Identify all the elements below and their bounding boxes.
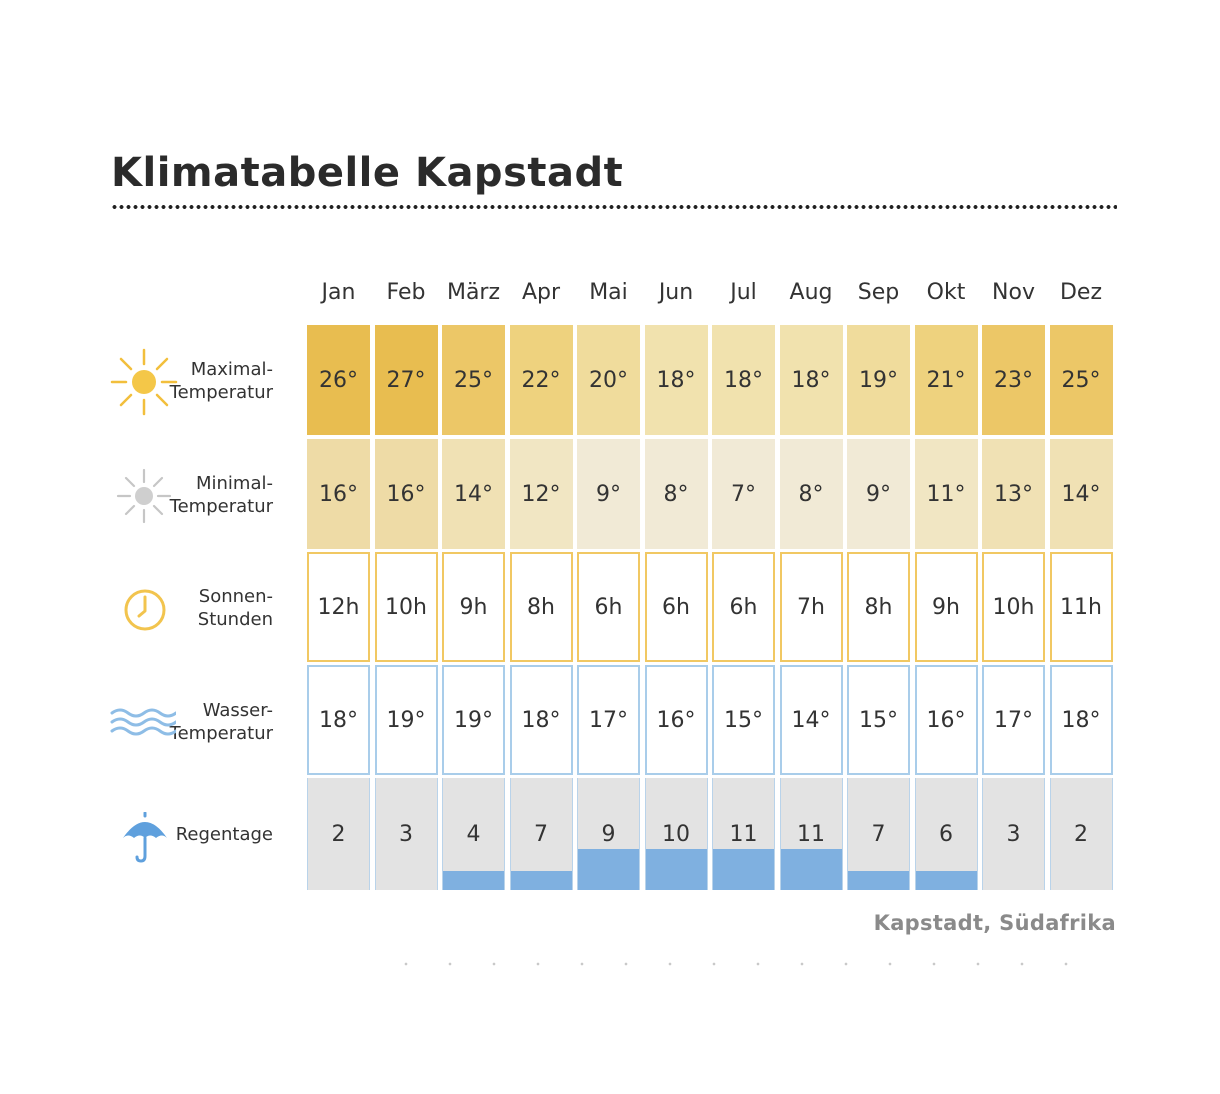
sun-cell [712, 552, 775, 662]
rain-cell [510, 778, 573, 890]
water-value: 14° [791, 707, 831, 733]
max-cell [847, 325, 910, 435]
rain-cell [442, 778, 505, 890]
rain-bar [443, 871, 504, 890]
month-label: Aug [789, 280, 833, 305]
rain-value: 11 [797, 821, 825, 847]
rain-value: 7 [871, 821, 886, 847]
month-label: Jun [658, 280, 694, 305]
water-cell [847, 665, 910, 775]
water-value: 15° [724, 707, 763, 733]
water-value: 18° [521, 707, 561, 733]
row-label-min: Minimal- Temperatur [169, 473, 273, 517]
min-cell [712, 439, 775, 549]
sun-value: 6h [729, 594, 758, 620]
water-cell [375, 665, 438, 775]
min-value: 7° [731, 481, 756, 507]
cut-off-text-line [384, 960, 1094, 968]
rain-value: 2 [1074, 821, 1088, 847]
max-cell [915, 325, 978, 435]
month-label: Okt [926, 280, 966, 305]
month-label: März [446, 280, 501, 305]
sun-value: 9h [459, 594, 488, 620]
sun-icon [110, 348, 178, 416]
sun-value: 8h [527, 594, 555, 620]
rain-cell [375, 778, 438, 890]
max-cell [712, 325, 775, 435]
min-value: 16° [319, 481, 358, 507]
max-cell [442, 325, 505, 435]
water-cell [982, 665, 1045, 775]
max-cell [780, 325, 843, 435]
row-label-max: Maximal- Temperatur [169, 359, 273, 403]
min-cell [577, 439, 640, 549]
water-value: 16° [656, 707, 696, 733]
max-value: 21° [926, 367, 966, 393]
water-cell [577, 665, 640, 775]
water-value: 15° [859, 707, 898, 733]
rain-bar [713, 849, 774, 890]
max-cell [307, 325, 370, 435]
rain-value: 4 [466, 821, 481, 847]
sun-cell [780, 552, 843, 662]
min-value: 12° [521, 481, 561, 507]
rain-value: 2 [331, 821, 346, 847]
pale-sun-icon [116, 468, 172, 524]
water-cell [307, 665, 370, 775]
sun-value: 8h [864, 594, 893, 620]
sun-value: 6h [594, 594, 623, 620]
max-value: 25° [454, 367, 493, 393]
rain-cell [1050, 778, 1113, 890]
rain-bar [916, 871, 977, 890]
min-cell [1050, 439, 1113, 549]
min-cell [645, 439, 708, 549]
water-value: 17° [994, 707, 1033, 733]
rain-cell [982, 778, 1045, 890]
sun-cell [1050, 552, 1113, 662]
water-cell [442, 665, 505, 775]
max-cell [982, 325, 1045, 435]
rain-cell [712, 778, 775, 890]
water-value: 19° [386, 707, 426, 733]
umbrella-icon [120, 812, 170, 864]
min-value: 14° [454, 481, 493, 507]
rain-bar [511, 871, 572, 890]
max-value: 25° [1061, 367, 1101, 393]
month-label: Dez [1059, 280, 1103, 305]
month-label: Sep [857, 280, 900, 305]
sun-value: 6h [662, 594, 690, 620]
sun-value: 10h [992, 594, 1035, 620]
min-cell [442, 439, 505, 549]
rain-bar [578, 849, 639, 890]
rain-value: 3 [1006, 821, 1021, 847]
sun-cell [577, 552, 640, 662]
rain-value: 10 [662, 821, 690, 847]
dotted-divider [111, 204, 1117, 210]
sun-cell [375, 552, 438, 662]
min-cell [780, 439, 843, 549]
max-cell [577, 325, 640, 435]
month-label: Feb [386, 280, 426, 305]
rain-value: 11 [729, 821, 758, 847]
max-cell [645, 325, 708, 435]
rain-cell [577, 778, 640, 890]
min-cell [915, 439, 978, 549]
water-cell [712, 665, 775, 775]
sun-value: 10h [385, 594, 427, 620]
sun-value: 11h [1060, 594, 1102, 620]
max-value: 23° [994, 367, 1033, 393]
max-value: 27° [386, 367, 426, 393]
rain-bar [646, 849, 707, 890]
min-value: 9° [596, 481, 621, 507]
min-value: 16° [386, 481, 426, 507]
rain-value: 7 [534, 821, 548, 847]
min-cell [375, 439, 438, 549]
min-value: 14° [1061, 481, 1101, 507]
sun-cell [982, 552, 1045, 662]
clock-icon [123, 588, 167, 632]
rain-value: 9 [601, 821, 616, 847]
water-value: 16° [926, 707, 966, 733]
month-label: Apr [521, 280, 561, 305]
water-value: 18° [1061, 707, 1101, 733]
sun-cell [645, 552, 708, 662]
month-label: Mai [589, 280, 628, 305]
rain-value: 3 [399, 821, 413, 847]
water-cell [1050, 665, 1113, 775]
sun-cell [847, 552, 910, 662]
min-value: 8° [663, 481, 689, 507]
sun-cell [510, 552, 573, 662]
max-value: 22° [521, 367, 561, 393]
rain-cell [847, 778, 910, 890]
rain-bar [781, 849, 842, 890]
sun-cell [307, 552, 370, 662]
row-label-sun: Sonnen- Stunden [197, 586, 273, 630]
location-caption: Kapstadt, Südafrika [873, 911, 1116, 935]
max-cell [375, 325, 438, 435]
water-cell [645, 665, 708, 775]
waves-icon [110, 707, 176, 737]
rain-cell [645, 778, 708, 890]
sun-value: 7h [797, 594, 825, 620]
water-value: 17° [589, 707, 628, 733]
max-value: 20° [589, 367, 628, 393]
sun-value: 9h [932, 594, 960, 620]
water-cell [780, 665, 843, 775]
sun-cell [442, 552, 505, 662]
month-label: Jan [321, 280, 356, 305]
max-value: 26° [319, 367, 358, 393]
month-label: Nov [992, 280, 1035, 305]
max-cell [1050, 325, 1113, 435]
max-value: 18° [656, 367, 696, 393]
max-value: 19° [859, 367, 898, 393]
water-value: 19° [454, 707, 493, 733]
rain-value: 6 [939, 821, 953, 847]
sun-cell [915, 552, 978, 662]
min-cell [307, 439, 370, 549]
water-cell [915, 665, 978, 775]
max-cell [510, 325, 573, 435]
min-cell [982, 439, 1045, 549]
water-value: 18° [319, 707, 358, 733]
sun-value: 12h [317, 594, 360, 620]
min-value: 8° [798, 481, 824, 507]
max-value: 18° [724, 367, 763, 393]
page-title: Klimatabelle Kapstadt [111, 150, 624, 196]
row-label-water: Wasser- Temperatur [169, 700, 273, 744]
min-value: 13° [994, 481, 1033, 507]
rain-bar [848, 871, 909, 890]
rain-cell [780, 778, 843, 890]
month-label: Jul [730, 280, 757, 305]
min-cell [847, 439, 910, 549]
min-value: 11° [926, 481, 966, 507]
min-value: 9° [866, 481, 891, 507]
water-cell [510, 665, 573, 775]
row-label-rain: Regentage [175, 824, 273, 845]
rain-cell [915, 778, 978, 890]
min-cell [510, 439, 573, 549]
max-value: 18° [791, 367, 831, 393]
rain-cell [307, 778, 370, 890]
